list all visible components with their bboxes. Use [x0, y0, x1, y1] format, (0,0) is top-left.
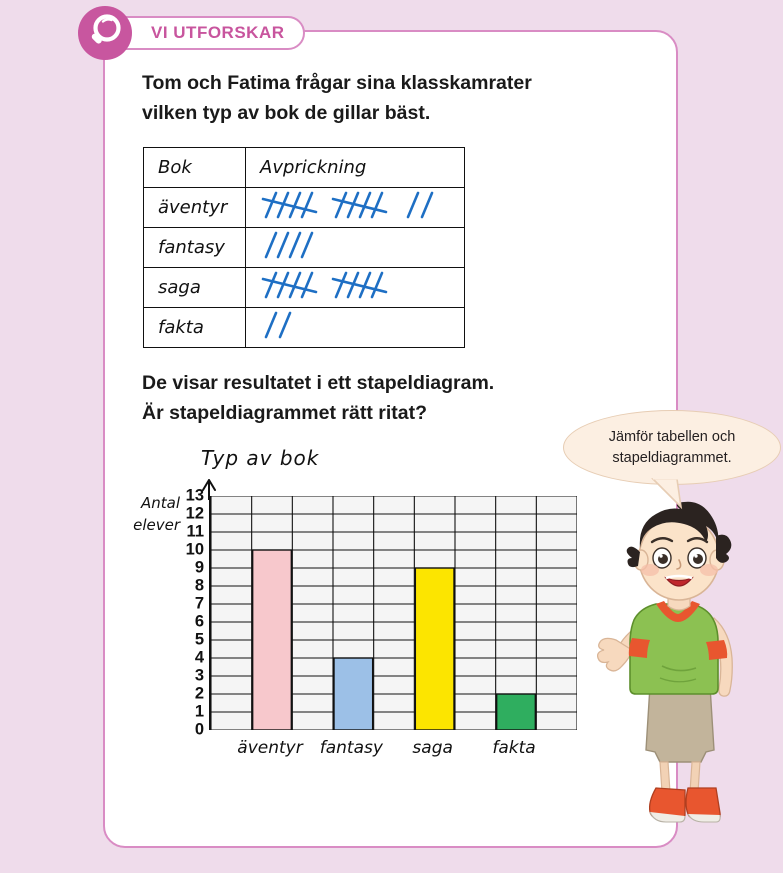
- tally-marks-adventure: [246, 189, 464, 226]
- bubble-line-1: Jämför tabellen och: [608, 428, 736, 445]
- tally-marks-saga: [246, 269, 464, 306]
- y-axis-label-line-2: elever: [133, 516, 180, 534]
- x-label-fakta: fakta: [492, 738, 536, 758]
- y-tick-12: 12: [185, 504, 204, 523]
- table-header-book: Bok: [158, 157, 192, 178]
- row-label-fakta: fakta: [158, 317, 204, 338]
- y-tick-1: 1: [194, 702, 204, 721]
- boy-illustration: [588, 500, 768, 848]
- y-tick-13: 13: [185, 486, 204, 505]
- y-tick-0: 0: [194, 720, 204, 739]
- y-tick-3: 3: [194, 666, 204, 685]
- y-tick-8: 8: [194, 576, 204, 595]
- magnifier-icon: [78, 6, 132, 60]
- tally-table: [143, 147, 465, 348]
- y-tick-2: 2: [194, 684, 204, 703]
- question-line-2: Är stapeldiagrammet rätt ritat?: [142, 402, 427, 424]
- y-tick-11: 11: [186, 522, 204, 541]
- bubble-line-2: stapeldiagrammet.: [612, 449, 732, 466]
- table-row: [144, 228, 465, 268]
- bar-chart: [118, 446, 588, 796]
- section-banner: [105, 16, 305, 50]
- y-tick-4: 4: [194, 648, 204, 667]
- x-axis-labels: [209, 738, 575, 768]
- tally-marks-fakta: [246, 309, 464, 346]
- plot-grid: [211, 496, 577, 730]
- table-header-row: [144, 148, 465, 188]
- x-label-fantasy: fantasy: [319, 738, 383, 758]
- table-row: [144, 268, 465, 308]
- section-banner-label: VI UTFORSKAR: [151, 23, 285, 42]
- y-tick-7: 7: [194, 594, 204, 613]
- bar-saga: [415, 568, 454, 730]
- intro-line-2: vilken typ av bok de gillar bäst.: [142, 102, 431, 124]
- table-row: [144, 188, 465, 228]
- intro-text: [142, 68, 532, 128]
- row-label-adventure: äventyr: [158, 197, 228, 218]
- question-text: [142, 368, 494, 428]
- speech-bubble: [563, 410, 781, 485]
- intro-line-1: Tom och Fatima frågar sina klasskamrater: [142, 72, 532, 94]
- y-tick-10: 10: [185, 540, 204, 559]
- y-tick-9: 9: [194, 558, 204, 577]
- y-tick-6: 6: [194, 612, 204, 631]
- x-label-äventyr: äventyr: [237, 738, 303, 758]
- x-label-saga: saga: [412, 738, 453, 758]
- question-line-1: De visar resultatet i ett stapeldiagram.: [142, 372, 495, 394]
- row-label-fantasy: fantasy: [158, 237, 225, 258]
- y-axis-arrow: [199, 478, 219, 500]
- y-tick-5: 5: [194, 630, 204, 649]
- bar-fakta: [497, 694, 536, 730]
- tally-marks-fantasy: [246, 229, 464, 266]
- speech-bubble-tail: [651, 477, 691, 511]
- table-header-tally: Avprickning: [260, 157, 367, 178]
- bar-fantasy: [334, 658, 373, 730]
- speech-bubble-text: [564, 411, 780, 484]
- table-row: [144, 308, 465, 348]
- plot-area: [209, 496, 575, 730]
- chart-title: Typ av bok: [201, 446, 320, 470]
- y-axis-label-line-1: Antal: [140, 494, 180, 512]
- bar-äventyr: [253, 550, 292, 730]
- row-label-saga: saga: [158, 277, 201, 298]
